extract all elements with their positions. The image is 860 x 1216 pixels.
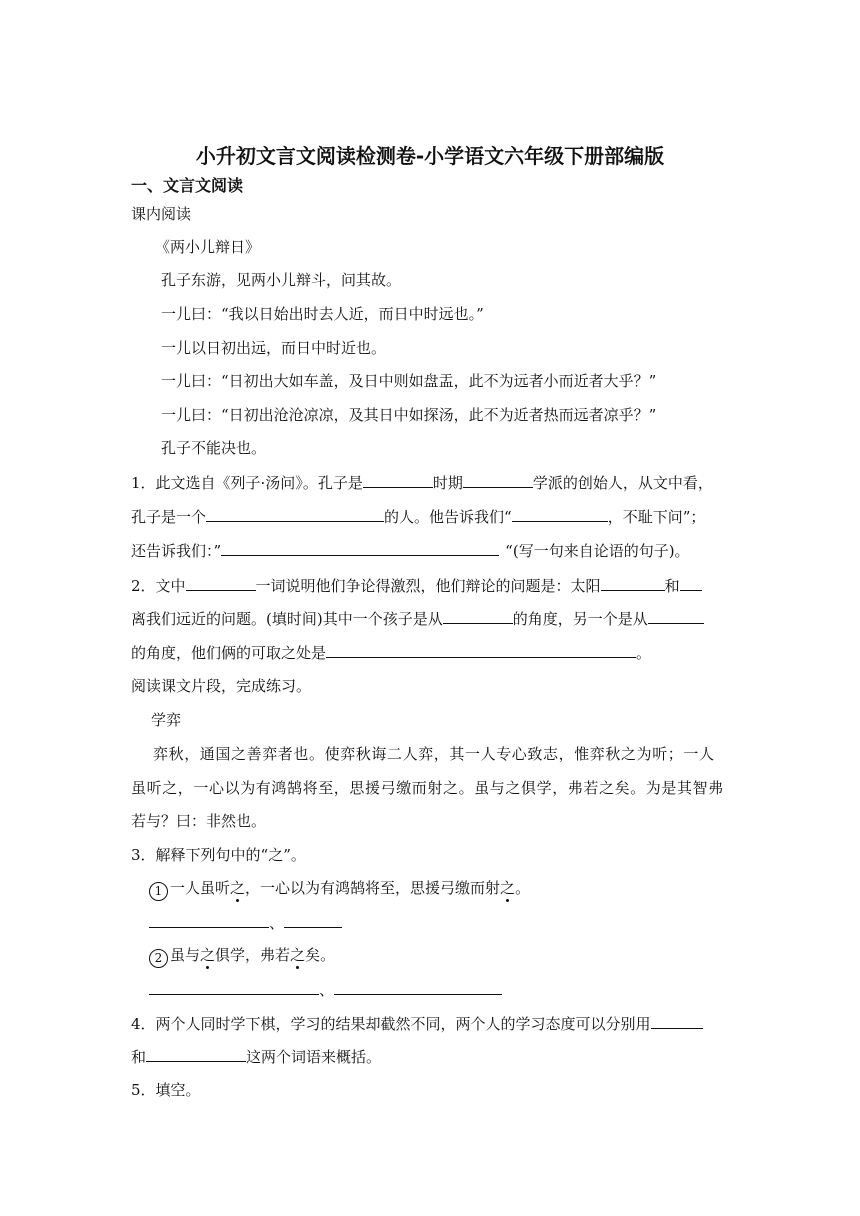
separator: 、	[319, 981, 335, 999]
answer-blank[interactable]	[651, 1013, 703, 1029]
passage1-line: 一儿曰：“日初出大如车盖，及日中则如盘盂，此不为远者小而近者大乎？”	[161, 372, 657, 390]
q3-text: 俱学，弗若	[215, 946, 291, 964]
circled-number: 2	[149, 949, 168, 968]
question-5-stem: 5．填空。	[131, 1081, 201, 1099]
emphasized-char: 之	[500, 879, 516, 897]
passage2-line	[131, 744, 731, 764]
question-2-line3	[131, 642, 651, 663]
passage2-title: 学弈	[151, 711, 182, 729]
question-3-stem: 3．解释下列句中的“之”。	[131, 846, 306, 864]
answer-blank[interactable]	[284, 912, 342, 928]
q1-text: 时期	[432, 474, 463, 492]
q4-text: 和	[131, 1048, 147, 1066]
separator: 、	[269, 914, 285, 932]
q1-text: “(写一句来自论语的句子)。	[505, 542, 690, 560]
q3-text: ，一心以为有鸿鹄将至，思援弓缴而射	[245, 879, 501, 897]
question-4-line1	[131, 1013, 703, 1034]
q4-text: 4．两个人同时学下棋，学习的结果却截然不同，两个人的学习态度可以分别用	[131, 1015, 651, 1033]
question-3-answer1	[149, 912, 342, 933]
q4-text: 这两个词语来概括。	[246, 1048, 382, 1066]
question-1-line3	[131, 540, 690, 561]
q2-text: 2．文中	[131, 577, 186, 595]
q3-text: 一人虽听	[170, 879, 231, 897]
answer-blank[interactable]	[334, 979, 502, 995]
passage1-line: 一儿曰：“日初出沧沧凉凉，及其日中如探汤，此不为近者热而远者凉乎？”	[161, 406, 657, 424]
question-1-line1	[131, 472, 713, 493]
q1-text: ，不耻下问”；	[607, 508, 706, 526]
answer-blank[interactable]	[648, 608, 704, 624]
question-1-line2	[131, 506, 705, 527]
answer-blank[interactable]	[443, 608, 513, 624]
question-2-line1	[131, 575, 702, 596]
question-3-item1	[149, 878, 530, 901]
answer-blank[interactable]	[149, 912, 269, 928]
passage1-line: 一儿曰：“我以日始出时去人近，而日中时远也。”	[161, 305, 484, 323]
question-3-item2	[149, 945, 335, 968]
inclass-label: 课内阅读	[131, 205, 192, 223]
passage1-line: 孔子东游，见两小儿辩斗，问其故。	[161, 271, 402, 289]
passage1-title: 《两小儿辩日》	[155, 238, 261, 256]
passage1-line: 孔子不能决也。	[161, 439, 267, 457]
emphasized-char: 之	[230, 879, 246, 897]
passage2-line: 虽听之，一心以为有鸿鹄将至，思援弓缴而射之。虽与之俱学，弗若之矣。为是其智弗	[131, 779, 724, 797]
passage2-line: 若与？曰：非然也。	[131, 812, 267, 830]
answer-blank[interactable]	[601, 575, 665, 591]
answer-blank[interactable]	[463, 472, 533, 488]
answer-blank[interactable]	[221, 540, 499, 556]
question-4-line2	[131, 1046, 381, 1067]
q3-text: 矣。	[305, 946, 336, 964]
q2-text: 的角度，另一个是从	[512, 610, 648, 628]
q1-text: 孔子是一个	[131, 508, 207, 526]
q2-text: 的角度，他们俩的可取之处是	[131, 644, 327, 662]
answer-blank[interactable]	[206, 506, 384, 522]
q1-text: 1．此文选自《列子·汤问》。孔子是	[131, 474, 363, 492]
answer-blank[interactable]	[186, 575, 256, 591]
emphasized-char: 之	[290, 946, 306, 964]
answer-blank[interactable]	[680, 575, 702, 591]
q2-text: 和	[664, 577, 680, 595]
answer-blank[interactable]	[149, 979, 319, 995]
q3-text: 虽与	[170, 946, 201, 964]
answer-blank[interactable]	[363, 472, 433, 488]
passage1-line: 一儿以日初出远，而日中时近也。	[161, 339, 387, 357]
answer-blank[interactable]	[512, 506, 608, 522]
question-2-line2	[131, 608, 704, 629]
q2-text: 一词说明他们争论得激烈，他们辩论的问题是：太阳	[255, 577, 601, 595]
passage2-text: 弈秋，通国之善弈者也。使弈秋诲二人弈，其一人专心致志，惟弈秋之为听；一人	[153, 745, 715, 763]
section-heading: 一、文言文阅读	[131, 176, 244, 195]
q1-text: 还告诉我们：”	[131, 542, 222, 560]
instruction-2: 阅读课文片段，完成练习。	[131, 677, 312, 695]
q2-text: 。	[636, 644, 652, 662]
answer-blank[interactable]	[326, 642, 636, 658]
answer-blank[interactable]	[146, 1046, 246, 1062]
question-3-answer2	[149, 979, 502, 1000]
q1-text: 的人。他告诉我们“	[384, 508, 512, 526]
q3-text: 。	[515, 879, 531, 897]
q1-text: 学派的创始人，从文中看，	[532, 474, 713, 492]
emphasized-char: 之	[200, 946, 216, 964]
page-title: 小升初文言文阅读检测卷-小学语文六年级下册部编版	[195, 144, 665, 168]
circled-number: 1	[149, 882, 168, 901]
q2-text: 离我们远近的问题。(填时间)其中一个孩子是从	[131, 610, 443, 628]
